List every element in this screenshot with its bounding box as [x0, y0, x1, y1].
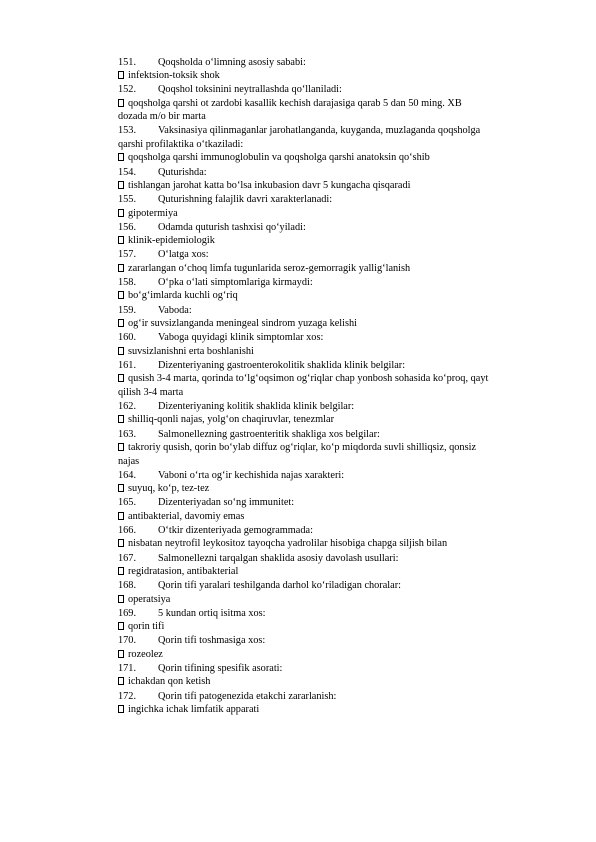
- question-row: [0, 166, 596, 180]
- answer-text: klinik-epidemiologik: [128, 235, 215, 247]
- answer-text: og‘ir suvsizlanganda meningeal sindrom yuzaga kelishi: [128, 318, 358, 330]
- checkbox-icon: [118, 71, 124, 79]
- question-text: Vaboga quyidagi klinik simptomlar xos:: [158, 332, 324, 344]
- answer-line: [118, 345, 556, 359]
- checkbox-icon: [118, 264, 124, 272]
- question-row: [0, 83, 596, 97]
- checkbox-icon: [118, 374, 124, 382]
- checkbox-icon: [118, 153, 124, 161]
- question-row: [0, 690, 596, 704]
- question-number: 152.: [118, 84, 137, 96]
- question-text: O‘latga xos:: [158, 249, 209, 261]
- answer: [0, 441, 596, 468]
- answer-line: [118, 593, 556, 607]
- question-text: Qoqshol toksinini neytrallashda qo‘llaniladi:: [158, 84, 342, 96]
- answer-line: [118, 317, 556, 331]
- answer-line-continued: [118, 110, 556, 124]
- question-row: [0, 428, 596, 442]
- question-number: 153.: [118, 125, 137, 137]
- answer: [0, 482, 596, 496]
- answer-line: [118, 97, 556, 111]
- question-row: [0, 221, 596, 235]
- answer-text: zararlangan o‘choq limfa tugunlarida seroz-gemorragik yallig‘lanish: [128, 262, 411, 274]
- answer: [0, 372, 596, 399]
- question-text: Vaksinasiya qilinmaganlar jarohatlanganda, kuyganda, muzlaganda qoqsholga: [158, 125, 481, 137]
- question-item: [0, 276, 596, 303]
- question-row: [0, 400, 596, 414]
- answer: [0, 317, 596, 331]
- answer-line-continued: [118, 455, 556, 469]
- question-text: Qoqsholda o‘limning asosiy sababi:: [158, 56, 306, 68]
- question-item: [0, 428, 596, 469]
- answer-text: rozeolez: [128, 648, 163, 660]
- checkbox-icon: [118, 347, 124, 355]
- question-text: Dizenteriyaning gastroenterokolitik shaklida klinik belgilar:: [158, 359, 406, 371]
- answer-text: qoqsholga qarshi ot zardobi kasallik kechish darajasiga qarab 5 dan 50 ming. XB: [128, 97, 462, 109]
- answer-line: [118, 234, 556, 248]
- answer: [0, 675, 596, 689]
- checkbox-icon: [118, 595, 124, 603]
- answer-line: [118, 482, 556, 496]
- answer-text: najas: [118, 455, 140, 467]
- question-number: 170.: [118, 635, 137, 647]
- question-row: [0, 331, 596, 345]
- question-item: [0, 579, 596, 606]
- checkbox-icon: [118, 705, 124, 713]
- question-number: 162.: [118, 400, 137, 412]
- checkbox-icon: [118, 650, 124, 658]
- question-item: [0, 83, 596, 124]
- answer-line: [118, 648, 556, 662]
- checkbox-icon: [118, 443, 124, 451]
- answer-line: [118, 151, 556, 165]
- question-item: [0, 496, 596, 523]
- answer-line: [118, 537, 556, 551]
- answer: [0, 345, 596, 359]
- checkbox-icon: [118, 677, 124, 685]
- answer: [0, 648, 596, 662]
- question-row: [0, 607, 596, 621]
- question-number: 166.: [118, 524, 137, 536]
- question-number: 165.: [118, 497, 137, 509]
- question-item: [0, 400, 596, 427]
- answer-text: bo‘g‘imlarda kuchli og‘riq: [128, 290, 238, 302]
- question-text: Qorin tifi toshmasiga xos:: [158, 635, 266, 647]
- answer: [0, 151, 596, 165]
- answer-text: regidratasion, antibakterial: [128, 566, 239, 578]
- question-row: [0, 524, 596, 538]
- answer-text: qoqsholga qarshi immunoglobulin va qoqsholga qarshi anatoksin qo‘shib: [128, 152, 430, 164]
- answer: [0, 207, 596, 221]
- question-item: [0, 221, 596, 248]
- question-text: Qorin tifi yaralari teshilganda darhol ko‘riladigan choralar:: [158, 580, 402, 592]
- checkbox-icon: [118, 236, 124, 244]
- question-number: 154.: [118, 166, 137, 178]
- question-row: [0, 56, 596, 70]
- question-text: Qorin tifining spesifik asorati:: [158, 662, 283, 674]
- question-item: [0, 634, 596, 661]
- answer: [0, 620, 596, 634]
- question-number: 151.: [118, 56, 137, 68]
- answer: [0, 262, 596, 276]
- checkbox-icon: [118, 539, 124, 547]
- question-item: [0, 193, 596, 220]
- question-number: 171.: [118, 662, 137, 674]
- answer: [0, 593, 596, 607]
- answer-line: [118, 703, 556, 717]
- answer: [0, 413, 596, 427]
- question-text: Qorin tifi patogenezida etakchi zararlanish:: [158, 690, 337, 702]
- answer-line: [118, 510, 556, 524]
- answer-text: nisbatan neytrofil leykositoz tayoqcha yadrolilar hisobiga chapga siljish bilan: [128, 538, 448, 550]
- question-row: [0, 579, 596, 593]
- answer-line: [118, 289, 556, 303]
- answer-line: [118, 179, 556, 193]
- answer: [0, 703, 596, 717]
- question-item: [0, 56, 596, 83]
- question-text: O‘tkir dizenteriyada gemogrammada:: [158, 524, 313, 536]
- answer-line: [118, 262, 556, 276]
- question-number: 168.: [118, 580, 137, 592]
- checkbox-icon: [118, 622, 124, 630]
- question-item: [0, 469, 596, 496]
- question-item: [0, 359, 596, 400]
- question-number: 158.: [118, 276, 137, 288]
- question-number: 156.: [118, 221, 137, 233]
- checkbox-icon: [118, 99, 124, 107]
- answer-text: qilish 3-4 marta: [118, 386, 184, 398]
- question-item: [0, 662, 596, 689]
- question-text: Dizenteriyaning kolitik shaklida klinik belgilar:: [158, 400, 355, 412]
- question-row: [0, 634, 596, 648]
- answer-line: [118, 372, 556, 386]
- answer-text: suyuq, ko‘p, tez-tez: [128, 483, 210, 495]
- question-number: 155.: [118, 194, 137, 206]
- checkbox-icon: [118, 512, 124, 520]
- question-text: 5 kundan ortiq isitma xos:: [158, 607, 266, 619]
- answer-text: infektsion-toksik shok: [128, 70, 220, 82]
- question-number: 159.: [118, 304, 137, 316]
- answer: [0, 69, 596, 83]
- question-number: 167.: [118, 552, 137, 564]
- question-item: [0, 304, 596, 331]
- checkbox-icon: [118, 209, 124, 217]
- question-text: Salmonellezni tarqalgan shaklida asosiy davolash usullari:: [158, 552, 399, 564]
- question-number: 160.: [118, 332, 137, 344]
- question-row: [0, 276, 596, 290]
- answer-text: antibakterial, davomiy emas: [128, 510, 245, 522]
- question-item: [0, 166, 596, 193]
- checkbox-icon: [118, 319, 124, 327]
- question-text-continued: qarshi profilaktika o‘tkaziladi:: [118, 138, 244, 150]
- question-row: [0, 193, 596, 207]
- question-number: 172.: [118, 690, 137, 702]
- answer: [0, 537, 596, 551]
- answer-line: [118, 207, 556, 221]
- question-item: [0, 524, 596, 551]
- question-text: Vaboda:: [158, 304, 192, 316]
- checkbox-icon: [118, 291, 124, 299]
- answer: [0, 289, 596, 303]
- question-number: 169.: [118, 607, 137, 619]
- answer: [0, 234, 596, 248]
- question-number: 163.: [118, 428, 137, 440]
- answer-text: takroriy qusish, qorin bo‘ylab diffuz og‘riqlar, ko‘p miqdorda suvli shilliqsiz, qonsiz: [128, 442, 477, 454]
- answer-text: operatsiya: [128, 593, 171, 605]
- answer-text: ingichka ichak limfatik apparati: [128, 704, 260, 716]
- answer: [0, 510, 596, 524]
- question-text: Quturishda:: [158, 166, 207, 178]
- answer-line: [118, 69, 556, 83]
- question-item: [0, 552, 596, 579]
- question-item: [0, 690, 596, 717]
- question-text: Dizenteriyadan so‘ng immunitet:: [158, 497, 295, 509]
- question-row: [0, 124, 596, 138]
- answer: [0, 565, 596, 579]
- answer-line: [118, 441, 556, 455]
- question-item: [0, 124, 596, 165]
- question-row: [0, 359, 596, 373]
- question-text: Salmonellezning gastroenteritik shakliga xos belgilar:: [158, 428, 380, 440]
- question-item: [0, 607, 596, 634]
- question-text: O‘pka o‘lati simptomlariga kirmaydi:: [158, 276, 313, 288]
- question-number: 164.: [118, 469, 137, 481]
- answer-text: qusish 3-4 marta, qorinda to‘lg‘oqsimon og‘riqlar chap yonbosh sohasida ko‘proq, qayt: [128, 373, 489, 385]
- question-text: Odamda quturish tashxisi qo‘yiladi:: [158, 221, 306, 233]
- answer-line: [118, 565, 556, 579]
- checkbox-icon: [118, 484, 124, 492]
- question-number: 161.: [118, 359, 137, 371]
- question-item: [0, 248, 596, 275]
- question-item: [0, 331, 596, 358]
- answer-text: dozada m/o bir marta: [118, 111, 206, 123]
- question-row: [0, 496, 596, 510]
- answer-line: [118, 620, 556, 634]
- question-row: [0, 248, 596, 262]
- answer-text: ichakdan qon ketish: [128, 676, 211, 688]
- question-row: [0, 304, 596, 318]
- question-row: [0, 552, 596, 566]
- question-text: Quturishning falajlik davri xarakterlanadi:: [158, 194, 333, 206]
- question-row: [0, 469, 596, 483]
- answer: [0, 179, 596, 193]
- question-number: 157.: [118, 249, 137, 261]
- answer-line: [118, 413, 556, 427]
- answer-text: suvsizlanishni erta boshlanishi: [128, 345, 254, 357]
- answer-text: qorin tifi: [128, 621, 165, 633]
- question-row: [0, 662, 596, 676]
- answer-text: gipotermiya: [128, 207, 178, 219]
- checkbox-icon: [118, 567, 124, 575]
- answer-text: tishlangan jarohat katta bo‘lsa inkubasion davr 5 kungacha qisqaradi: [128, 180, 411, 192]
- answer-text: shilliq-qonli najas, yolg‘on chaqiruvlar, tenezmlar: [128, 414, 335, 426]
- checkbox-icon: [118, 415, 124, 423]
- answer-line-continued: [118, 386, 556, 400]
- checkbox-icon: [118, 181, 124, 189]
- answer-line: [118, 675, 556, 689]
- answer: [0, 97, 596, 124]
- question-text: Vaboni o‘rta og‘ir kechishida najas xarakteri:: [158, 469, 345, 481]
